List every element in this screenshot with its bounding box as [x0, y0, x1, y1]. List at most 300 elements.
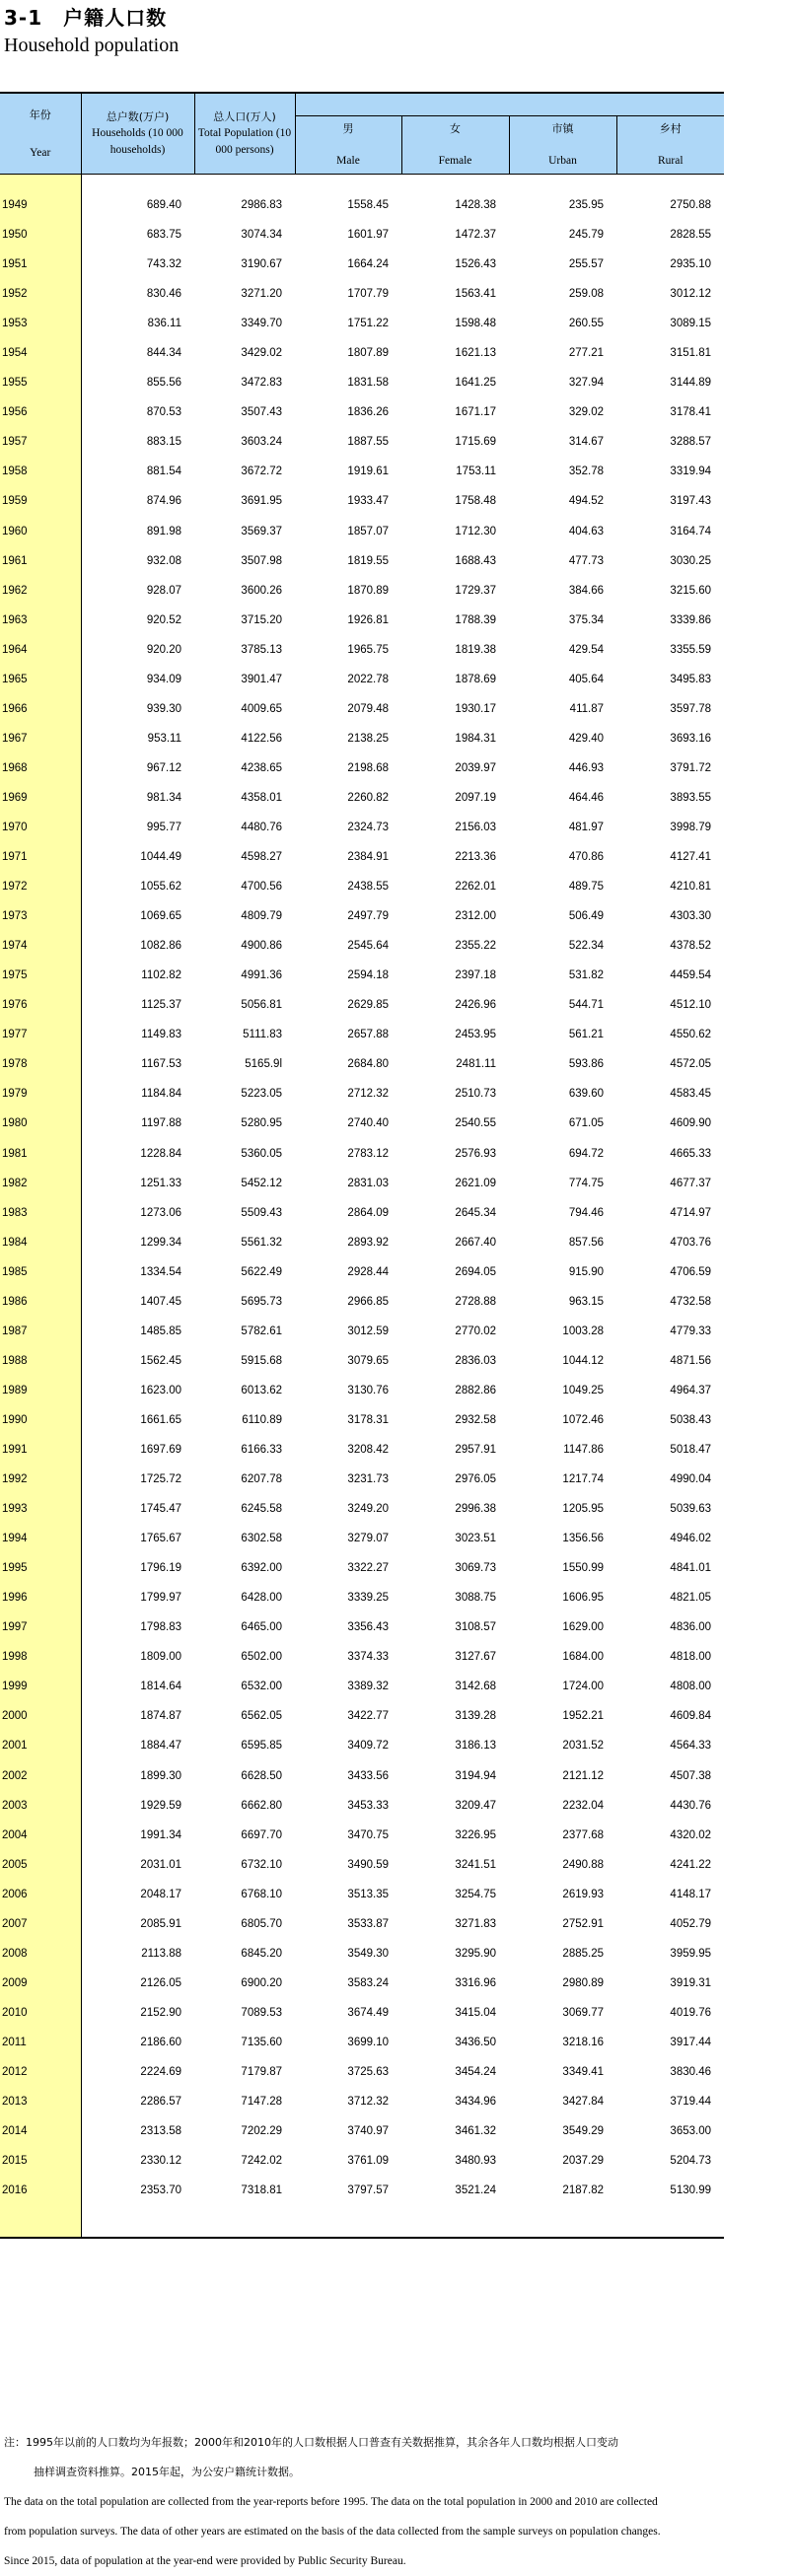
male-cell: 2079.48 — [347, 702, 389, 715]
population-cell: 3190.67 — [241, 258, 282, 271]
female-cell: 3434.96 — [455, 2096, 496, 2109]
year-cell: 2006 — [0, 1880, 81, 1909]
households-cell: 1407.45 — [140, 1295, 181, 1308]
table-row — [0, 1968, 724, 1998]
households-cell: 939.30 — [146, 702, 181, 715]
households-cell: 1082.86 — [140, 940, 181, 953]
rural-cell: 3719.44 — [670, 2096, 711, 2109]
header-urban: 市镇 Urban — [509, 116, 616, 175]
population-cell: 5509.43 — [241, 1206, 282, 1219]
households-cell: 874.96 — [146, 495, 181, 508]
population-cell: 3429.02 — [241, 347, 282, 360]
male-cell: 2629.85 — [347, 999, 389, 1012]
households-cell: 836.11 — [147, 318, 181, 330]
table-row — [0, 2028, 724, 2057]
rural-cell: 2935.10 — [670, 258, 711, 271]
female-cell: 2645.34 — [455, 1206, 496, 1219]
households-cell: 1184.84 — [141, 1088, 181, 1101]
table-row — [0, 931, 724, 961]
population-cell: 3785.13 — [241, 643, 282, 656]
households-cell: 932.08 — [146, 554, 181, 567]
male-cell: 3797.57 — [347, 2184, 389, 2197]
year-cell: 1956 — [0, 397, 81, 427]
male-cell: 3470.75 — [347, 1828, 389, 1841]
female-cell: 3454.24 — [455, 2065, 496, 2078]
households-cell: 1765.67 — [140, 1533, 181, 1545]
year-cell: 1971 — [0, 842, 81, 872]
table-row — [0, 1317, 724, 1346]
male-cell: 3389.32 — [347, 1681, 389, 1693]
year-cell: 1994 — [0, 1524, 81, 1553]
year-cell: 1995 — [0, 1553, 81, 1583]
female-cell: 1671.17 — [455, 406, 496, 419]
header-total-population: 总人口(万人) Total Population (10 000 persons) — [194, 93, 295, 175]
population-cell: 4809.79 — [241, 910, 282, 923]
urban-cell: 1629.00 — [562, 1621, 604, 1634]
year-cell: 2012 — [0, 2057, 81, 2087]
population-cell: 4358.01 — [241, 791, 282, 804]
urban-cell: 259.08 — [568, 288, 604, 301]
table-row — [0, 872, 724, 901]
year-cell: 1966 — [0, 694, 81, 724]
table-row — [0, 2116, 724, 2146]
population-cell: 6697.70 — [241, 1828, 282, 1841]
rural-cell: 3791.72 — [670, 761, 711, 774]
rural-cell: 3917.44 — [670, 2036, 711, 2048]
households-cell: 967.12 — [146, 761, 181, 774]
rural-cell: 5204.73 — [670, 2155, 711, 2168]
households-cell: 743.32 — [146, 258, 181, 271]
urban-cell: 2031.52 — [562, 1740, 604, 1753]
rural-cell: 4210.81 — [670, 881, 711, 894]
urban-cell: 2377.68 — [562, 1828, 604, 1841]
year-cell: 2004 — [0, 1821, 81, 1850]
households-cell: 1798.83 — [140, 1621, 181, 1634]
year-cell: 1983 — [0, 1198, 81, 1228]
urban-cell: 2619.93 — [562, 1888, 604, 1900]
table-row — [0, 190, 724, 220]
rural-cell: 3959.95 — [670, 1947, 711, 1960]
rural-cell: 4572.05 — [670, 1058, 711, 1071]
households-cell: 2330.12 — [140, 2155, 181, 2168]
female-cell: 2770.02 — [455, 1324, 496, 1337]
population-cell: 3472.83 — [241, 377, 282, 390]
rural-cell: 3197.43 — [670, 495, 711, 508]
note-cn-line-2: 抽样调查资料推算。2015年起，为公安户籍统计数据。 — [34, 2466, 300, 2478]
rural-cell: 4714.97 — [670, 1206, 711, 1219]
rural-cell: 4677.37 — [670, 1177, 711, 1189]
households-cell: 1661.65 — [140, 1413, 181, 1426]
households-cell: 2353.70 — [140, 2184, 181, 2197]
households-cell: 1929.59 — [140, 1799, 181, 1812]
female-cell: 1598.48 — [455, 318, 496, 330]
year-cell: 2000 — [0, 1701, 81, 1731]
population-cell: 5280.95 — [241, 1117, 282, 1130]
table-title-en: Household population — [4, 35, 180, 56]
female-cell: 1984.31 — [455, 732, 496, 745]
population-cell: 6502.00 — [241, 1651, 282, 1664]
male-cell: 3322.27 — [347, 1562, 389, 1575]
rural-cell: 3030.25 — [670, 554, 711, 567]
year-cell: 2007 — [0, 1909, 81, 1939]
female-cell: 3194.94 — [455, 1769, 496, 1782]
year-cell: 1950 — [0, 220, 81, 250]
male-cell: 2864.09 — [347, 1206, 389, 1219]
households-cell: 830.46 — [146, 288, 181, 301]
male-cell: 2324.73 — [347, 822, 389, 833]
table-row — [0, 1760, 724, 1790]
urban-cell: 2187.82 — [562, 2184, 604, 2197]
population-cell: 6166.33 — [241, 1443, 282, 1456]
rural-cell: 4550.62 — [670, 1029, 711, 1041]
urban-cell: 1217.74 — [562, 1473, 604, 1486]
urban-cell: 3069.77 — [562, 2006, 604, 2019]
population-cell: 7089.53 — [241, 2006, 282, 2019]
households-cell: 934.09 — [146, 673, 181, 685]
population-cell: 3569.37 — [241, 525, 282, 537]
rural-cell: 3893.55 — [670, 791, 711, 804]
header-group-spacer — [295, 93, 724, 116]
table-row — [0, 1287, 724, 1317]
year-cell: 1998 — [0, 1642, 81, 1672]
female-cell: 1878.69 — [455, 673, 496, 685]
rural-cell: 4808.00 — [670, 1681, 711, 1693]
male-cell: 1836.26 — [347, 406, 389, 419]
table-row — [0, 517, 724, 546]
population-cell: 5561.32 — [241, 1236, 282, 1249]
population-cell: 6428.00 — [241, 1592, 282, 1605]
population-cell: 7179.87 — [241, 2065, 282, 2078]
male-cell: 2438.55 — [347, 881, 389, 894]
rural-cell: 4378.52 — [670, 940, 711, 953]
population-cell: 6245.58 — [241, 1503, 282, 1516]
urban-cell: 245.79 — [568, 229, 604, 242]
female-cell: 2932.58 — [455, 1413, 496, 1426]
rural-cell: 3919.31 — [670, 1976, 711, 1989]
year-cell: 1988 — [0, 1346, 81, 1376]
year-cell: 1989 — [0, 1376, 81, 1405]
urban-cell: 1147.86 — [563, 1443, 604, 1456]
male-cell: 1558.45 — [347, 199, 389, 212]
male-cell: 2594.18 — [347, 969, 389, 982]
rural-cell: 4779.33 — [670, 1324, 711, 1337]
male-cell: 3356.43 — [347, 1621, 389, 1634]
year-cell: 2014 — [0, 2116, 81, 2146]
header-households: 总户数(万户) Households (10 000 households) — [81, 93, 194, 175]
male-cell: 1933.47 — [347, 495, 389, 508]
year-cell: 1996 — [0, 1583, 81, 1612]
table-row — [0, 1553, 724, 1583]
table-row — [0, 1791, 724, 1821]
header-male: 男 Male — [295, 116, 401, 175]
population-cell: 6207.78 — [241, 1473, 282, 1486]
households-cell: 1991.34 — [140, 1828, 181, 1841]
urban-cell: 375.34 — [568, 613, 604, 626]
male-cell: 2657.88 — [347, 1029, 389, 1041]
female-cell: 2996.38 — [455, 1503, 496, 1516]
year-cell: 1984 — [0, 1228, 81, 1257]
male-cell: 3130.76 — [347, 1384, 389, 1396]
male-cell: 3012.59 — [347, 1324, 389, 1337]
rural-cell: 5039.63 — [670, 1503, 711, 1516]
female-cell: 3209.47 — [455, 1799, 496, 1812]
rural-cell: 3597.78 — [670, 702, 711, 715]
population-cell: 3600.26 — [241, 584, 282, 597]
urban-cell: 794.46 — [568, 1206, 604, 1219]
urban-cell: 593.86 — [568, 1058, 604, 1071]
year-cell: 1986 — [0, 1287, 81, 1317]
population-cell: 6845.20 — [241, 1947, 282, 1960]
notes — [4, 2428, 783, 2576]
population-cell: 5056.81 — [241, 999, 282, 1012]
female-cell: 2836.03 — [455, 1354, 496, 1367]
households-cell: 1251.33 — [140, 1177, 181, 1189]
female-cell: 3254.75 — [455, 1888, 496, 1900]
households-cell: 883.15 — [146, 436, 181, 449]
tail-row — [0, 2205, 724, 2238]
year-cell: 1991 — [0, 1435, 81, 1465]
table-row — [0, 397, 724, 427]
urban-cell: 694.72 — [568, 1147, 604, 1160]
population-cell: 3672.72 — [241, 465, 282, 478]
female-cell: 1753.11 — [456, 465, 496, 478]
table-row — [0, 2057, 724, 2087]
table-row — [0, 1672, 724, 1701]
population-cell: 5111.83 — [243, 1029, 282, 1041]
table-row — [0, 1465, 724, 1494]
year-cell: 1997 — [0, 1612, 81, 1642]
households-cell: 1334.54 — [140, 1265, 181, 1278]
households-cell: 881.54 — [146, 465, 181, 478]
note-cn-line-1: 注：1995年以前的人口数均为年报数；2000年和2010年的人口数根据人口普查有关数据推算，其余各年人口数均根据人口变动 — [4, 2436, 618, 2449]
table-row — [0, 1169, 724, 1198]
year-cell: 1961 — [0, 546, 81, 576]
female-cell: 3436.50 — [455, 2036, 496, 2048]
households-cell: 2186.60 — [140, 2036, 181, 2048]
urban-cell: 411.87 — [569, 702, 604, 715]
table-row — [0, 1939, 724, 1968]
households-cell: 995.77 — [146, 822, 181, 833]
table-row — [0, 1257, 724, 1287]
urban-cell: 774.75 — [568, 1177, 604, 1189]
rural-cell: 2750.88 — [670, 199, 711, 212]
year-cell: 2005 — [0, 1850, 81, 1880]
female-cell: 2667.40 — [455, 1236, 496, 1249]
male-cell: 1807.89 — [347, 347, 389, 360]
households-cell: 920.52 — [146, 613, 181, 626]
male-cell: 1919.61 — [347, 465, 389, 478]
male-cell: 3433.56 — [347, 1769, 389, 1782]
female-cell: 2694.05 — [455, 1265, 496, 1278]
population-cell: 5915.68 — [241, 1354, 282, 1367]
urban-cell: 544.71 — [568, 999, 604, 1012]
male-cell: 3422.77 — [347, 1710, 389, 1723]
households-cell: 2313.58 — [140, 2125, 181, 2138]
female-cell: 2540.55 — [455, 1117, 496, 1130]
population-cell: 6662.80 — [241, 1799, 282, 1812]
households-cell: 1725.72 — [140, 1473, 181, 1486]
year-cell: 1999 — [0, 1672, 81, 1701]
population-cell: 7147.28 — [241, 2096, 282, 2109]
female-cell: 3088.75 — [455, 1592, 496, 1605]
urban-cell: 314.67 — [568, 436, 604, 449]
rural-cell: 4564.33 — [670, 1740, 711, 1753]
female-cell: 2039.97 — [455, 761, 496, 774]
population-cell: 3349.70 — [241, 318, 282, 330]
year-cell: 1975 — [0, 961, 81, 990]
population-cell: 5165.9l — [245, 1058, 282, 1071]
households-cell: 1167.53 — [141, 1058, 181, 1071]
population-cell: 6768.10 — [241, 1888, 282, 1900]
urban-cell: 470.86 — [568, 851, 604, 864]
female-cell: 1729.37 — [455, 584, 496, 597]
year-cell: 1952 — [0, 279, 81, 309]
households-cell: 1055.62 — [140, 881, 181, 894]
year-cell: 2002 — [0, 1760, 81, 1790]
rural-cell: 4964.37 — [670, 1384, 711, 1396]
urban-cell: 477.73 — [568, 554, 604, 567]
female-cell: 2213.36 — [455, 851, 496, 864]
year-cell: 1981 — [0, 1139, 81, 1169]
male-cell: 1965.75 — [347, 643, 389, 656]
households-cell: 1485.85 — [140, 1324, 181, 1337]
female-cell: 2355.22 — [455, 940, 496, 953]
population-cell: 4009.65 — [241, 702, 282, 715]
female-cell: 2312.00 — [455, 910, 496, 923]
table-row — [0, 813, 724, 842]
urban-cell: 1606.95 — [562, 1592, 604, 1605]
urban-cell: 1684.00 — [562, 1651, 604, 1664]
households-cell: 2031.01 — [140, 1858, 181, 1871]
population-cell: 6302.58 — [241, 1533, 282, 1545]
year-cell: 2001 — [0, 1731, 81, 1760]
households-cell: 1228.84 — [140, 1147, 181, 1160]
population-cell: 4238.65 — [241, 761, 282, 774]
population-cell: 7135.60 — [241, 2036, 282, 2048]
year-cell: 1980 — [0, 1109, 81, 1138]
rural-cell: 4706.59 — [670, 1265, 711, 1278]
female-cell: 1641.25 — [455, 377, 496, 390]
population-cell: 5223.05 — [241, 1088, 282, 1101]
female-cell: 3142.68 — [455, 1681, 496, 1693]
population-cell: 6465.00 — [241, 1621, 282, 1634]
female-cell: 2262.01 — [455, 881, 496, 894]
male-cell: 3231.73 — [347, 1473, 389, 1486]
urban-cell: 489.75 — [568, 881, 604, 894]
rural-cell: 4583.45 — [670, 1088, 711, 1101]
female-cell: 3139.28 — [455, 1710, 496, 1723]
rural-cell: 4459.54 — [670, 969, 711, 982]
households-cell: 2048.17 — [140, 1888, 181, 1900]
female-cell: 3271.83 — [455, 1917, 496, 1930]
rural-cell: 4703.76 — [670, 1236, 711, 1249]
household-population-table — [0, 92, 724, 2239]
population-cell: 6110.89 — [242, 1413, 282, 1426]
table-row — [0, 2087, 724, 2116]
table-row — [0, 427, 724, 457]
table-row — [0, 842, 724, 872]
table-row — [0, 1880, 724, 1909]
urban-cell: 2232.04 — [562, 1799, 604, 1812]
female-cell: 2621.09 — [455, 1177, 496, 1189]
female-cell: 1526.43 — [455, 258, 496, 271]
urban-cell: 1356.56 — [562, 1533, 604, 1545]
population-cell: 3507.43 — [241, 406, 282, 419]
male-cell: 3079.65 — [347, 1354, 389, 1367]
male-cell: 1887.55 — [347, 436, 389, 449]
female-cell: 3108.57 — [455, 1621, 496, 1634]
male-cell: 3699.10 — [347, 2036, 389, 2048]
urban-cell: 260.55 — [568, 318, 604, 330]
urban-cell: 506.49 — [568, 910, 604, 923]
male-cell: 3208.42 — [347, 1443, 389, 1456]
urban-cell: 446.93 — [568, 761, 604, 774]
female-cell: 2426.96 — [455, 999, 496, 1012]
households-cell: 1884.47 — [140, 1740, 181, 1753]
year-cell: 1953 — [0, 309, 81, 338]
header-year: 年份 Year — [0, 93, 81, 175]
year-cell: 2016 — [0, 2176, 81, 2205]
rural-cell: 3339.86 — [670, 613, 711, 626]
female-cell: 2097.19 — [455, 791, 496, 804]
male-cell: 3725.63 — [347, 2065, 389, 2078]
rural-cell: 3151.81 — [670, 347, 711, 360]
population-cell: 4900.86 — [241, 940, 282, 953]
rural-cell: 3215.60 — [670, 584, 711, 597]
table-row — [0, 1821, 724, 1850]
male-cell: 2684.80 — [347, 1058, 389, 1071]
households-cell: 2085.91 — [140, 1917, 181, 1930]
female-cell: 1758.48 — [455, 495, 496, 508]
male-cell: 2712.32 — [347, 1088, 389, 1101]
population-cell: 7202.29 — [241, 2125, 282, 2138]
male-cell: 2928.44 — [347, 1265, 389, 1278]
female-cell: 3295.90 — [455, 1947, 496, 1960]
households-cell: 1149.83 — [141, 1029, 181, 1041]
male-cell: 2740.40 — [347, 1117, 389, 1130]
population-cell: 5452.12 — [241, 1177, 282, 1189]
urban-cell: 404.63 — [568, 525, 604, 537]
year-cell: 1955 — [0, 368, 81, 397]
female-cell: 3461.32 — [455, 2125, 496, 2138]
table-row — [0, 1346, 724, 1376]
female-cell: 1712.30 — [455, 525, 496, 537]
year-cell: 1985 — [0, 1257, 81, 1287]
rural-cell: 4836.00 — [670, 1621, 711, 1634]
households-cell: 2126.05 — [140, 1976, 181, 1989]
table-body — [0, 175, 724, 2239]
table-row — [0, 220, 724, 250]
year-cell: 1987 — [0, 1317, 81, 1346]
female-cell: 3241.51 — [455, 1858, 496, 1871]
households-cell: 855.56 — [146, 377, 181, 390]
male-cell: 1857.07 — [347, 525, 389, 537]
rural-cell: 5130.99 — [670, 2184, 711, 2197]
population-cell: 7318.81 — [241, 2184, 282, 2197]
year-cell: 1949 — [0, 190, 81, 220]
urban-cell: 481.97 — [568, 822, 604, 833]
rural-cell: 4609.90 — [670, 1117, 711, 1130]
households-cell: 2152.90 — [140, 2006, 181, 2019]
rural-cell: 3288.57 — [670, 436, 711, 449]
urban-cell: 531.82 — [568, 969, 604, 982]
rural-cell: 4052.79 — [670, 1917, 711, 1930]
rural-cell: 4507.38 — [670, 1769, 711, 1782]
rural-cell: 4127.41 — [670, 851, 711, 864]
year-cell: 1969 — [0, 783, 81, 813]
year-cell: 1963 — [0, 606, 81, 635]
population-cell: 6392.00 — [241, 1562, 282, 1575]
